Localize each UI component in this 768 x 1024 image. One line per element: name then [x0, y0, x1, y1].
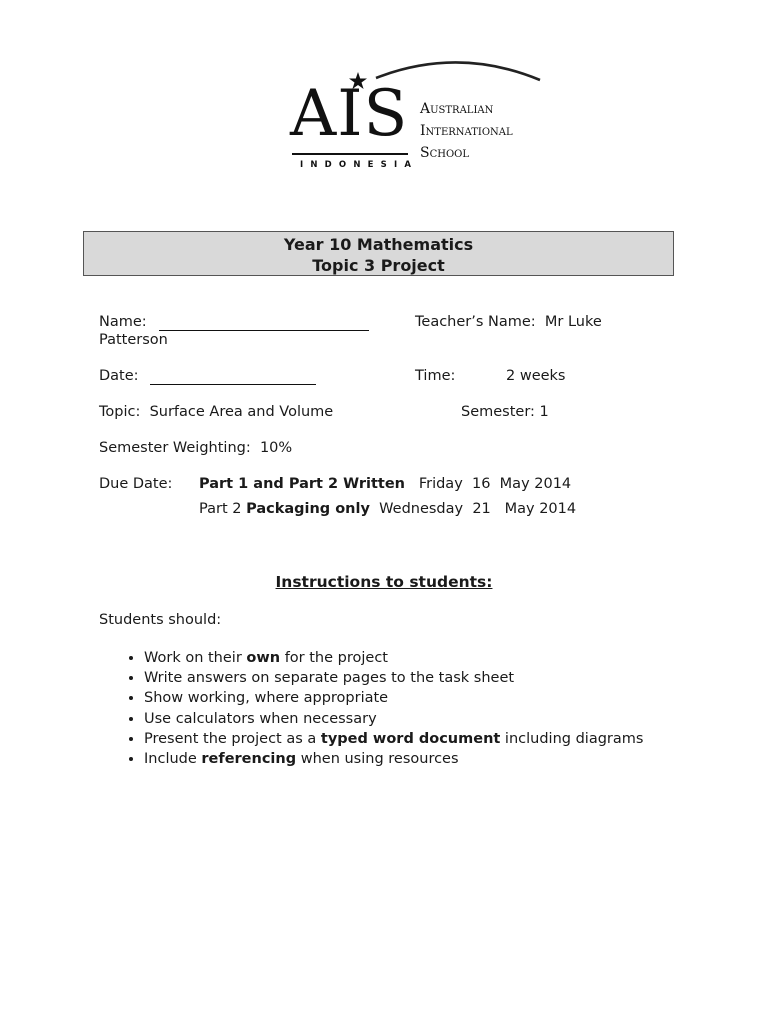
list-item: • Show working, where appropriate: [144, 688, 643, 708]
due2-day: Wednesday: [379, 501, 464, 517]
logo-country: INDONESIA: [300, 160, 419, 170]
list-item: • Present the project as a typed word document including diagrams: [144, 729, 643, 749]
list-item: • Write answers on separate pages to the task sheet: [144, 668, 643, 688]
due2-date: 21: [472, 501, 491, 517]
logo-letters: AIS: [290, 77, 409, 151]
semester-label: Semester:: [461, 404, 535, 420]
name-label: Name:: [99, 314, 147, 330]
list-item: • Use calculators when necessary: [144, 709, 643, 729]
due2-month: May 2014: [504, 501, 577, 517]
teacher-row: [415, 314, 602, 330]
due2-part: Packaging only: [246, 501, 370, 517]
weighting-label: Semester Weighting:: [99, 440, 251, 456]
logo-name-line: School: [420, 145, 469, 161]
due1-date: 16: [472, 476, 491, 492]
list-item: • Work on their own for the project: [144, 648, 643, 668]
date-field[interactable]: [150, 384, 316, 385]
teacher-label: Teacher’s Name:: [415, 314, 536, 330]
teacher-value: Mr Luke: [544, 314, 602, 330]
weighting-value: 10%: [259, 440, 293, 456]
semester-row: [461, 404, 549, 420]
date-label: Date:: [99, 368, 139, 384]
topic-row: [99, 404, 333, 420]
due-row-2: [199, 501, 576, 517]
title-subject: Year 10 Mathematics: [283, 235, 474, 254]
topic-label: Topic:: [99, 404, 141, 420]
time-label: Time:: [415, 368, 456, 384]
title-topic: Topic 3 Project: [312, 256, 445, 275]
time-value: 2 weeks: [506, 368, 566, 384]
logo-name-line: Australian: [420, 101, 494, 117]
due2-prefix: Part 2: [199, 501, 242, 517]
logo-name-line: International: [420, 123, 513, 139]
due1-day: Friday: [418, 476, 463, 492]
instructions-intro: Students should:: [99, 612, 222, 628]
weighting-row: [99, 440, 292, 456]
title-box: [83, 231, 674, 276]
semester-value: 1: [539, 404, 549, 420]
teacher-value-wrap: Patterson: [99, 332, 168, 348]
logo-school-name: [420, 98, 513, 164]
due1-month: May 2014: [499, 476, 572, 492]
name-field[interactable]: [159, 330, 369, 331]
instructions-heading: Instructions to students:: [275, 573, 493, 591]
due-row-1: [199, 476, 571, 492]
due1-part: Part 1 and Part 2 Written: [199, 476, 405, 492]
topic-value: Surface Area and Volume: [149, 404, 334, 420]
school-logo: [288, 56, 550, 176]
instructions-list: [99, 648, 643, 769]
list-item: • Include referencing when using resources: [144, 749, 643, 769]
due-label: Due Date:: [99, 476, 173, 492]
